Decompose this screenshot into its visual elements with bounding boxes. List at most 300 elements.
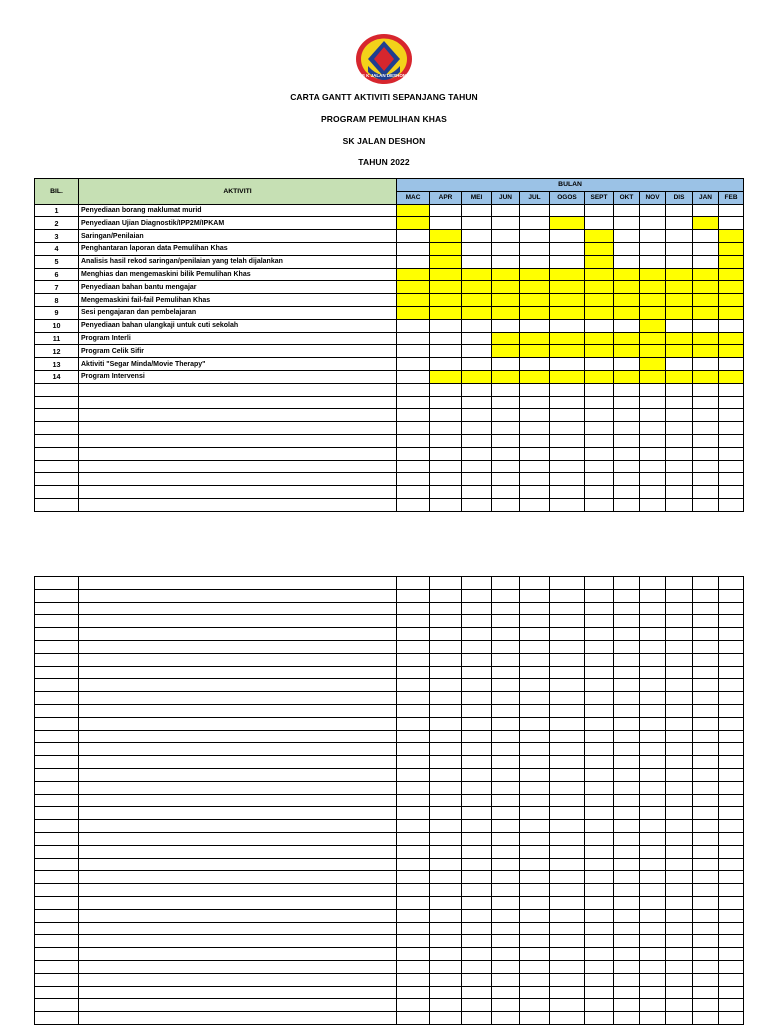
gantt-empty-cell[interactable] — [640, 628, 666, 641]
gantt-empty-cell[interactable] — [585, 973, 614, 986]
blank-bil-cell[interactable] — [35, 781, 79, 794]
gantt-empty-cell[interactable] — [614, 679, 640, 692]
gantt-empty-cell[interactable] — [693, 230, 719, 243]
gantt-empty-cell[interactable] — [719, 794, 744, 807]
gantt-empty-cell[interactable] — [666, 242, 693, 255]
gantt-empty-cell[interactable] — [462, 999, 492, 1012]
gantt-empty-cell[interactable] — [520, 602, 550, 615]
gantt-empty-cell[interactable] — [520, 486, 550, 499]
gantt-empty-cell[interactable] — [550, 628, 585, 641]
gantt-empty-cell[interactable] — [492, 217, 520, 230]
gantt-empty-cell[interactable] — [719, 935, 744, 948]
gantt-empty-cell[interactable] — [397, 640, 430, 653]
gantt-empty-cell[interactable] — [492, 717, 520, 730]
gantt-empty-cell[interactable] — [492, 447, 520, 460]
gantt-empty-cell[interactable] — [693, 319, 719, 332]
gantt-empty-cell[interactable] — [693, 396, 719, 409]
gantt-empty-cell[interactable] — [492, 845, 520, 858]
gantt-empty-cell[interactable] — [585, 922, 614, 935]
gantt-empty-cell[interactable] — [397, 577, 430, 590]
gantt-empty-cell[interactable] — [614, 692, 640, 705]
gantt-bar-cell[interactable] — [693, 306, 719, 319]
gantt-empty-cell[interactable] — [550, 473, 585, 486]
gantt-empty-cell[interactable] — [614, 217, 640, 230]
gantt-empty-cell[interactable] — [693, 884, 719, 897]
gantt-empty-cell[interactable] — [693, 615, 719, 628]
gantt-empty-cell[interactable] — [550, 922, 585, 935]
gantt-bar-cell[interactable] — [585, 345, 614, 358]
gantt-empty-cell[interactable] — [462, 332, 492, 345]
gantt-empty-cell[interactable] — [640, 640, 666, 653]
gantt-empty-cell[interactable] — [585, 999, 614, 1012]
gantt-empty-cell[interactable] — [430, 871, 462, 884]
blank-bil-cell[interactable] — [35, 396, 79, 409]
gantt-empty-cell[interactable] — [640, 820, 666, 833]
gantt-empty-cell[interactable] — [614, 871, 640, 884]
gantt-empty-cell[interactable] — [614, 577, 640, 590]
gantt-empty-cell[interactable] — [614, 422, 640, 435]
gantt-empty-cell[interactable] — [614, 204, 640, 217]
gantt-empty-cell[interactable] — [550, 602, 585, 615]
gantt-empty-cell[interactable] — [462, 204, 492, 217]
gantt-empty-cell[interactable] — [397, 960, 430, 973]
gantt-empty-cell[interactable] — [520, 909, 550, 922]
gantt-empty-cell[interactable] — [666, 960, 693, 973]
gantt-empty-cell[interactable] — [614, 768, 640, 781]
gantt-bar-cell[interactable] — [666, 345, 693, 358]
blank-bil-cell[interactable] — [35, 845, 79, 858]
blank-bil-cell[interactable] — [35, 383, 79, 396]
gantt-bar-cell[interactable] — [430, 306, 462, 319]
gantt-empty-cell[interactable] — [693, 255, 719, 268]
gantt-empty-cell[interactable] — [520, 628, 550, 641]
gantt-empty-cell[interactable] — [492, 602, 520, 615]
gantt-empty-cell[interactable] — [585, 473, 614, 486]
gantt-empty-cell[interactable] — [520, 204, 550, 217]
gantt-empty-cell[interactable] — [462, 666, 492, 679]
gantt-empty-cell[interactable] — [666, 768, 693, 781]
gantt-empty-cell[interactable] — [397, 653, 430, 666]
gantt-empty-cell[interactable] — [430, 486, 462, 499]
gantt-empty-cell[interactable] — [550, 255, 585, 268]
gantt-empty-cell[interactable] — [520, 653, 550, 666]
gantt-empty-cell[interactable] — [719, 781, 744, 794]
gantt-empty-cell[interactable] — [492, 960, 520, 973]
gantt-empty-cell[interactable] — [693, 909, 719, 922]
gantt-empty-cell[interactable] — [520, 589, 550, 602]
gantt-empty-cell[interactable] — [550, 460, 585, 473]
gantt-bar-cell[interactable] — [719, 242, 744, 255]
gantt-empty-cell[interactable] — [585, 640, 614, 653]
gantt-empty-cell[interactable] — [693, 973, 719, 986]
gantt-empty-cell[interactable] — [520, 473, 550, 486]
gantt-empty-cell[interactable] — [430, 679, 462, 692]
gantt-empty-cell[interactable] — [492, 858, 520, 871]
gantt-bar-cell[interactable] — [585, 306, 614, 319]
gantt-empty-cell[interactable] — [666, 935, 693, 948]
gantt-empty-cell[interactable] — [462, 909, 492, 922]
gantt-empty-cell[interactable] — [492, 319, 520, 332]
gantt-bar-cell[interactable] — [640, 358, 666, 371]
gantt-empty-cell[interactable] — [430, 653, 462, 666]
gantt-empty-cell[interactable] — [550, 820, 585, 833]
gantt-empty-cell[interactable] — [430, 884, 462, 897]
gantt-empty-cell[interactable] — [693, 717, 719, 730]
gantt-empty-cell[interactable] — [693, 653, 719, 666]
gantt-empty-cell[interactable] — [693, 960, 719, 973]
blank-activity-cell[interactable] — [79, 396, 397, 409]
gantt-empty-cell[interactable] — [719, 858, 744, 871]
gantt-empty-cell[interactable] — [666, 679, 693, 692]
gantt-empty-cell[interactable] — [520, 422, 550, 435]
gantt-empty-cell[interactable] — [462, 832, 492, 845]
gantt-empty-cell[interactable] — [719, 692, 744, 705]
gantt-bar-cell[interactable] — [492, 294, 520, 307]
gantt-empty-cell[interactable] — [520, 884, 550, 897]
gantt-bar-cell[interactable] — [430, 294, 462, 307]
gantt-empty-cell[interactable] — [492, 909, 520, 922]
gantt-empty-cell[interactable] — [640, 884, 666, 897]
gantt-bar-cell[interactable] — [430, 370, 462, 383]
gantt-empty-cell[interactable] — [397, 345, 430, 358]
blank-activity-cell[interactable] — [79, 743, 397, 756]
blank-activity-cell[interactable] — [79, 922, 397, 935]
gantt-empty-cell[interactable] — [397, 396, 430, 409]
gantt-empty-cell[interactable] — [585, 217, 614, 230]
blank-activity-cell[interactable] — [79, 460, 397, 473]
gantt-empty-cell[interactable] — [693, 794, 719, 807]
gantt-empty-cell[interactable] — [397, 255, 430, 268]
gantt-empty-cell[interactable] — [666, 820, 693, 833]
blank-bil-cell[interactable] — [35, 858, 79, 871]
gantt-empty-cell[interactable] — [693, 409, 719, 422]
gantt-bar-cell[interactable] — [462, 268, 492, 281]
gantt-empty-cell[interactable] — [430, 973, 462, 986]
gantt-bar-cell[interactable] — [640, 319, 666, 332]
blank-activity-cell[interactable] — [79, 577, 397, 590]
gantt-empty-cell[interactable] — [614, 460, 640, 473]
gantt-empty-cell[interactable] — [430, 948, 462, 961]
gantt-empty-cell[interactable] — [520, 986, 550, 999]
gantt-empty-cell[interactable] — [666, 832, 693, 845]
gantt-empty-cell[interactable] — [520, 1012, 550, 1025]
gantt-empty-cell[interactable] — [640, 666, 666, 679]
gantt-empty-cell[interactable] — [640, 473, 666, 486]
gantt-empty-cell[interactable] — [520, 960, 550, 973]
gantt-empty-cell[interactable] — [492, 896, 520, 909]
gantt-empty-cell[interactable] — [397, 704, 430, 717]
gantt-empty-cell[interactable] — [550, 781, 585, 794]
gantt-empty-cell[interactable] — [614, 986, 640, 999]
gantt-empty-cell[interactable] — [585, 1012, 614, 1025]
gantt-empty-cell[interactable] — [462, 255, 492, 268]
blank-bil-cell[interactable] — [35, 922, 79, 935]
blank-activity-cell[interactable] — [79, 383, 397, 396]
gantt-empty-cell[interactable] — [492, 255, 520, 268]
gantt-empty-cell[interactable] — [430, 396, 462, 409]
gantt-empty-cell[interactable] — [640, 577, 666, 590]
gantt-empty-cell[interactable] — [550, 845, 585, 858]
blank-activity-cell[interactable] — [79, 896, 397, 909]
gantt-empty-cell[interactable] — [719, 1012, 744, 1025]
gantt-empty-cell[interactable] — [719, 628, 744, 641]
gantt-empty-cell[interactable] — [666, 422, 693, 435]
gantt-empty-cell[interactable] — [640, 396, 666, 409]
gantt-empty-cell[interactable] — [666, 909, 693, 922]
gantt-empty-cell[interactable] — [550, 204, 585, 217]
gantt-empty-cell[interactable] — [693, 666, 719, 679]
gantt-empty-cell[interactable] — [666, 447, 693, 460]
gantt-empty-cell[interactable] — [492, 973, 520, 986]
gantt-empty-cell[interactable] — [585, 896, 614, 909]
gantt-empty-cell[interactable] — [397, 986, 430, 999]
gantt-empty-cell[interactable] — [719, 319, 744, 332]
gantt-empty-cell[interactable] — [640, 896, 666, 909]
gantt-bar-cell[interactable] — [614, 281, 640, 294]
gantt-empty-cell[interactable] — [462, 345, 492, 358]
blank-bil-cell[interactable] — [35, 409, 79, 422]
gantt-empty-cell[interactable] — [693, 640, 719, 653]
gantt-empty-cell[interactable] — [462, 486, 492, 499]
gantt-empty-cell[interactable] — [397, 319, 430, 332]
gantt-empty-cell[interactable] — [693, 422, 719, 435]
gantt-empty-cell[interactable] — [614, 820, 640, 833]
blank-activity-cell[interactable] — [79, 615, 397, 628]
gantt-empty-cell[interactable] — [430, 896, 462, 909]
gantt-bar-cell[interactable] — [719, 294, 744, 307]
gantt-empty-cell[interactable] — [585, 319, 614, 332]
blank-bil-cell[interactable] — [35, 794, 79, 807]
gantt-empty-cell[interactable] — [693, 589, 719, 602]
gantt-empty-cell[interactable] — [397, 615, 430, 628]
gantt-empty-cell[interactable] — [397, 884, 430, 897]
gantt-empty-cell[interactable] — [550, 396, 585, 409]
gantt-empty-cell[interactable] — [430, 577, 462, 590]
gantt-empty-cell[interactable] — [693, 704, 719, 717]
gantt-empty-cell[interactable] — [492, 640, 520, 653]
gantt-empty-cell[interactable] — [492, 653, 520, 666]
gantt-empty-cell[interactable] — [520, 666, 550, 679]
gantt-bar-cell[interactable] — [492, 281, 520, 294]
gantt-empty-cell[interactable] — [585, 498, 614, 511]
gantt-bar-cell[interactable] — [585, 294, 614, 307]
gantt-empty-cell[interactable] — [640, 383, 666, 396]
gantt-empty-cell[interactable] — [550, 704, 585, 717]
gantt-empty-cell[interactable] — [614, 1012, 640, 1025]
gantt-empty-cell[interactable] — [585, 960, 614, 973]
gantt-empty-cell[interactable] — [585, 986, 614, 999]
blank-bil-cell[interactable] — [35, 460, 79, 473]
blank-activity-cell[interactable] — [79, 666, 397, 679]
gantt-bar-cell[interactable] — [666, 268, 693, 281]
gantt-empty-cell[interactable] — [430, 666, 462, 679]
gantt-bar-cell[interactable] — [640, 268, 666, 281]
gantt-empty-cell[interactable] — [430, 345, 462, 358]
blank-activity-cell[interactable] — [79, 756, 397, 769]
gantt-empty-cell[interactable] — [462, 358, 492, 371]
gantt-empty-cell[interactable] — [492, 589, 520, 602]
blank-bil-cell[interactable] — [35, 589, 79, 602]
gantt-empty-cell[interactable] — [397, 922, 430, 935]
gantt-bar-cell[interactable] — [585, 242, 614, 255]
gantt-bar-cell[interactable] — [585, 268, 614, 281]
blank-activity-cell[interactable] — [79, 1012, 397, 1025]
gantt-empty-cell[interactable] — [550, 577, 585, 590]
gantt-empty-cell[interactable] — [492, 781, 520, 794]
gantt-empty-cell[interactable] — [614, 319, 640, 332]
gantt-bar-cell[interactable] — [462, 294, 492, 307]
gantt-bar-cell[interactable] — [397, 294, 430, 307]
gantt-empty-cell[interactable] — [550, 960, 585, 973]
gantt-empty-cell[interactable] — [492, 768, 520, 781]
gantt-bar-cell[interactable] — [430, 242, 462, 255]
gantt-empty-cell[interactable] — [430, 319, 462, 332]
blank-bil-cell[interactable] — [35, 820, 79, 833]
gantt-empty-cell[interactable] — [430, 692, 462, 705]
gantt-empty-cell[interactable] — [397, 1012, 430, 1025]
gantt-empty-cell[interactable] — [520, 396, 550, 409]
gantt-empty-cell[interactable] — [550, 756, 585, 769]
gantt-empty-cell[interactable] — [585, 884, 614, 897]
gantt-empty-cell[interactable] — [666, 460, 693, 473]
gantt-empty-cell[interactable] — [430, 986, 462, 999]
gantt-empty-cell[interactable] — [693, 1012, 719, 1025]
gantt-empty-cell[interactable] — [693, 986, 719, 999]
gantt-bar-cell[interactable] — [614, 306, 640, 319]
blank-activity-cell[interactable] — [79, 832, 397, 845]
blank-bil-cell[interactable] — [35, 871, 79, 884]
gantt-bar-cell[interactable] — [666, 370, 693, 383]
gantt-empty-cell[interactable] — [585, 204, 614, 217]
gantt-empty-cell[interactable] — [520, 832, 550, 845]
gantt-empty-cell[interactable] — [640, 858, 666, 871]
gantt-empty-cell[interactable] — [666, 973, 693, 986]
gantt-empty-cell[interactable] — [666, 255, 693, 268]
gantt-empty-cell[interactable] — [585, 383, 614, 396]
gantt-empty-cell[interactable] — [719, 768, 744, 781]
gantt-empty-cell[interactable] — [666, 498, 693, 511]
gantt-bar-cell[interactable] — [614, 332, 640, 345]
gantt-empty-cell[interactable] — [397, 370, 430, 383]
gantt-empty-cell[interactable] — [666, 640, 693, 653]
blank-activity-cell[interactable] — [79, 640, 397, 653]
gantt-empty-cell[interactable] — [614, 666, 640, 679]
gantt-empty-cell[interactable] — [520, 794, 550, 807]
gantt-empty-cell[interactable] — [462, 807, 492, 820]
gantt-empty-cell[interactable] — [520, 896, 550, 909]
gantt-empty-cell[interactable] — [719, 589, 744, 602]
gantt-empty-cell[interactable] — [666, 396, 693, 409]
gantt-empty-cell[interactable] — [492, 922, 520, 935]
gantt-empty-cell[interactable] — [462, 460, 492, 473]
gantt-empty-cell[interactable] — [640, 935, 666, 948]
gantt-empty-cell[interactable] — [640, 986, 666, 999]
gantt-empty-cell[interactable] — [462, 986, 492, 999]
gantt-empty-cell[interactable] — [550, 498, 585, 511]
gantt-empty-cell[interactable] — [666, 434, 693, 447]
gantt-empty-cell[interactable] — [640, 217, 666, 230]
gantt-empty-cell[interactable] — [614, 486, 640, 499]
blank-bil-cell[interactable] — [35, 935, 79, 948]
gantt-empty-cell[interactable] — [492, 383, 520, 396]
gantt-empty-cell[interactable] — [462, 781, 492, 794]
gantt-bar-cell[interactable] — [462, 306, 492, 319]
gantt-empty-cell[interactable] — [397, 498, 430, 511]
gantt-empty-cell[interactable] — [430, 640, 462, 653]
gantt-empty-cell[interactable] — [693, 999, 719, 1012]
gantt-bar-cell[interactable] — [520, 268, 550, 281]
gantt-empty-cell[interactable] — [585, 781, 614, 794]
gantt-empty-cell[interactable] — [520, 230, 550, 243]
gantt-empty-cell[interactable] — [397, 666, 430, 679]
gantt-empty-cell[interactable] — [666, 922, 693, 935]
gantt-empty-cell[interactable] — [719, 704, 744, 717]
blank-activity-cell[interactable] — [79, 692, 397, 705]
blank-activity-cell[interactable] — [79, 820, 397, 833]
gantt-empty-cell[interactable] — [397, 794, 430, 807]
gantt-empty-cell[interactable] — [492, 666, 520, 679]
blank-bil-cell[interactable] — [35, 679, 79, 692]
gantt-empty-cell[interactable] — [666, 807, 693, 820]
gantt-empty-cell[interactable] — [462, 242, 492, 255]
gantt-empty-cell[interactable] — [640, 602, 666, 615]
gantt-empty-cell[interactable] — [666, 756, 693, 769]
gantt-empty-cell[interactable] — [430, 768, 462, 781]
gantt-empty-cell[interactable] — [550, 230, 585, 243]
blank-bil-cell[interactable] — [35, 486, 79, 499]
gantt-empty-cell[interactable] — [666, 409, 693, 422]
gantt-empty-cell[interactable] — [719, 845, 744, 858]
blank-activity-cell[interactable] — [79, 498, 397, 511]
gantt-empty-cell[interactable] — [585, 768, 614, 781]
gantt-empty-cell[interactable] — [614, 230, 640, 243]
gantt-empty-cell[interactable] — [666, 217, 693, 230]
gantt-bar-cell[interactable] — [693, 370, 719, 383]
gantt-empty-cell[interactable] — [585, 602, 614, 615]
gantt-empty-cell[interactable] — [719, 820, 744, 833]
gantt-empty-cell[interactable] — [550, 794, 585, 807]
blank-activity-cell[interactable] — [79, 935, 397, 948]
gantt-empty-cell[interactable] — [666, 319, 693, 332]
gantt-bar-cell[interactable] — [640, 294, 666, 307]
gantt-empty-cell[interactable] — [666, 358, 693, 371]
gantt-empty-cell[interactable] — [430, 447, 462, 460]
gantt-empty-cell[interactable] — [462, 756, 492, 769]
gantt-empty-cell[interactable] — [397, 409, 430, 422]
gantt-empty-cell[interactable] — [585, 743, 614, 756]
gantt-empty-cell[interactable] — [430, 807, 462, 820]
gantt-empty-cell[interactable] — [719, 434, 744, 447]
gantt-bar-cell[interactable] — [719, 281, 744, 294]
gantt-empty-cell[interactable] — [550, 422, 585, 435]
gantt-empty-cell[interactable] — [397, 935, 430, 948]
gantt-empty-cell[interactable] — [666, 730, 693, 743]
gantt-bar-cell[interactable] — [462, 281, 492, 294]
gantt-bar-cell[interactable] — [585, 255, 614, 268]
gantt-bar-cell[interactable] — [492, 370, 520, 383]
gantt-empty-cell[interactable] — [640, 704, 666, 717]
gantt-empty-cell[interactable] — [462, 922, 492, 935]
gantt-empty-cell[interactable] — [462, 447, 492, 460]
gantt-empty-cell[interactable] — [520, 730, 550, 743]
gantt-empty-cell[interactable] — [666, 615, 693, 628]
gantt-bar-cell[interactable] — [397, 281, 430, 294]
gantt-empty-cell[interactable] — [614, 794, 640, 807]
gantt-empty-cell[interactable] — [585, 447, 614, 460]
gantt-bar-cell[interactable] — [640, 370, 666, 383]
gantt-bar-cell[interactable] — [430, 230, 462, 243]
gantt-empty-cell[interactable] — [492, 692, 520, 705]
